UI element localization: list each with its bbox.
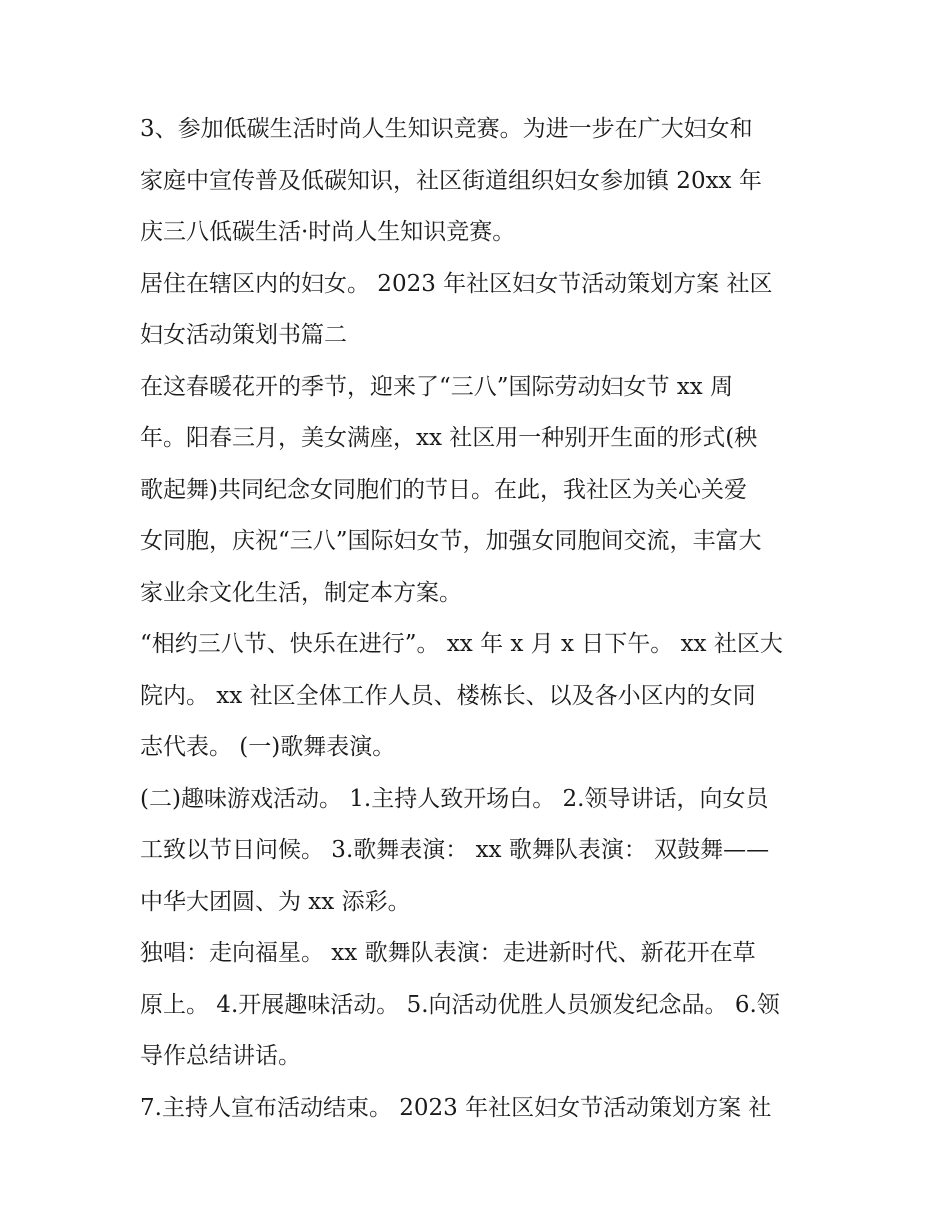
text-line: 歌起舞)共同纪念女同胞们的节日。在此，我社区为关心关爱 xyxy=(140,476,747,503)
text-line: 在这春暖花开的季节，迎来了“三八”国际劳动妇女节 xx 周 xyxy=(140,373,734,400)
text-line: 独唱：走向福星。 xx 歌舞队表演：走进新时代、新花开在草 xyxy=(140,940,756,966)
text-line: 居住在辖区内的妇女。 2023 年社区妇女节活动策划方案 社区 xyxy=(140,270,773,297)
text-line: 导作总结讲话。 xyxy=(140,1043,301,1069)
text-line: 家业余文化生活，制定本方案。 xyxy=(140,579,462,606)
text-line: 年。阳春三月，美女满座，xx 社区用一种别开生面的形式(秧 xyxy=(140,425,758,451)
text-line: 7.主持人宣布活动结束。 2023 年社区妇女节活动策划方案 社 xyxy=(140,1094,772,1121)
text-line: 工致以节日问候。 3.歌舞表演： xx 歌舞队表演： 双鼓舞—— xyxy=(140,837,770,863)
text-line: “相约三八节、快乐在进行”。 xx 年 x 月 x 日下午。 xx 社区大 xyxy=(140,631,783,657)
text-line: 原上。 4.开展趣味活动。 5.向活动优胜人员颁发纪念品。 6.领 xyxy=(140,991,780,1018)
text-line: 3、参加低碳生活时尚人生知识竞赛。为进一步在广大妇女和 xyxy=(140,116,753,142)
text-line: 院内。 xx 社区全体工作人员、楼栋长、以及各小区内的女同 xyxy=(140,682,756,709)
text-line: 志代表。 (一)歌舞表演。 xyxy=(140,734,396,760)
text-line: (二)趣味游戏活动。 1.主持人致开场白。 2.领导讲话，向女员 xyxy=(140,785,769,812)
text-line: 妇女活动策划书篇二 xyxy=(140,322,347,348)
text-line: 女同胞，庆祝“三八”国际妇女节，加强女同胞间交流，丰富大 xyxy=(140,528,762,554)
document-body xyxy=(140,104,830,1134)
text-line: 庆三八低碳生活·时尚人生知识竞赛。 xyxy=(140,219,516,245)
text-line: 家庭中宣传普及低碳知识，社区街道组织妇女参加镇 20xx 年 xyxy=(140,167,762,194)
text-line: 中华大团圆、为 xx 添彩。 xyxy=(140,888,411,915)
